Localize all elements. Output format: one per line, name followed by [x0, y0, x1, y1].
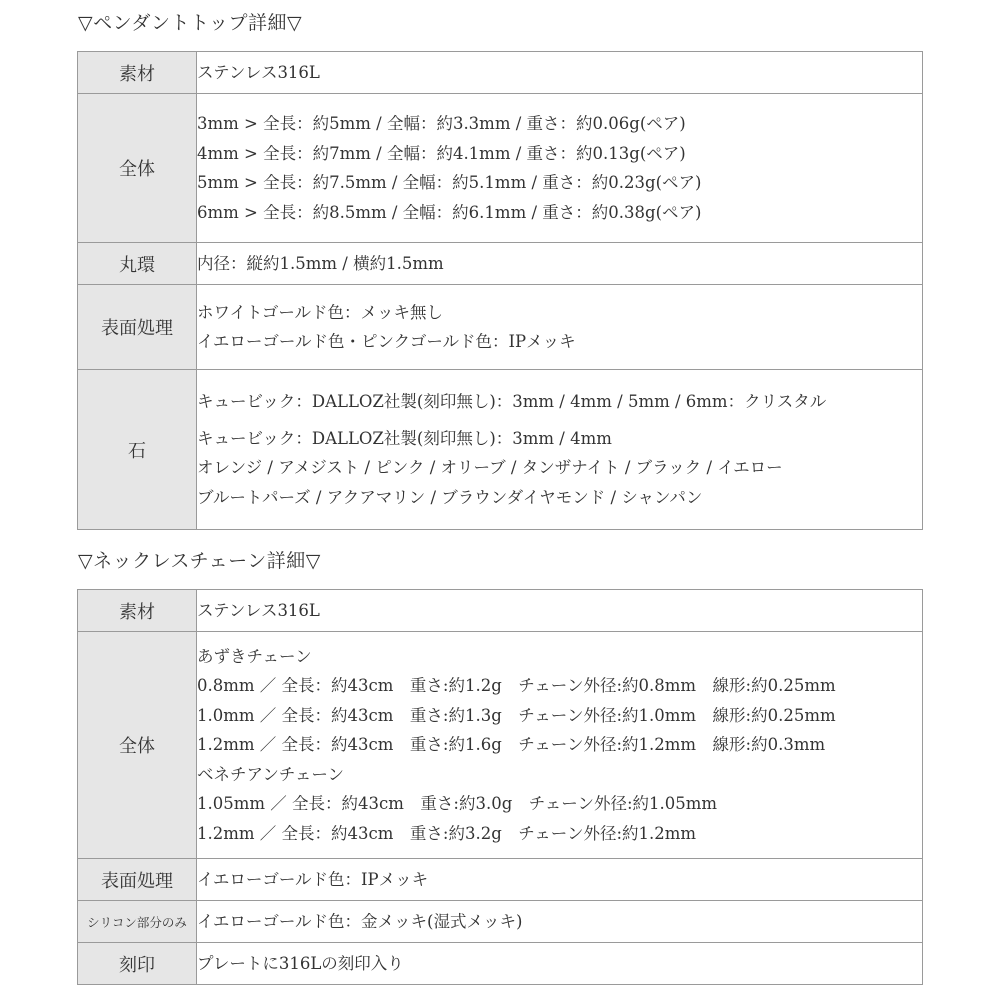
row-label: 表面処理 — [78, 285, 197, 370]
row-value — [197, 590, 923, 632]
row-label: 丸環 — [78, 243, 197, 285]
row-value — [197, 285, 923, 370]
spec-row-ring — [78, 243, 923, 285]
spec-row-stone — [78, 370, 923, 530]
value-line: ステンレス316L — [197, 62, 320, 82]
value-line: ブルートパーズ / アクアマリン / ブラウンダイヤモンド / シャンパン — [197, 487, 703, 507]
value-line: 1.2mm ／ 全長：約43cm 重さ:約3.2g チェーン外径:約1.2mm — [197, 823, 697, 843]
value-line: 1.05mm ／ 全長：約43cm 重さ:約3.0g チェーン外径:約1.05mm — [197, 794, 718, 814]
value-line: ホワイトゴールド色：メッキ無し — [197, 302, 444, 322]
value-line: 1.0mm ／ 全長：約43cm 重さ:約1.3g チェーン外径:約1.0mm 線形:約0.25mm — [197, 705, 836, 725]
line-gap — [197, 417, 922, 424]
row-value — [197, 52, 923, 94]
value-line: 内径：縦約1.5mm / 横約1.5mm — [197, 253, 444, 273]
row-value — [197, 632, 923, 859]
row-label: シリコン部分のみ — [78, 901, 197, 943]
necklace-spec-table — [77, 589, 923, 985]
spec-row-engraving — [78, 943, 923, 985]
spec-row-overall — [78, 94, 923, 243]
value-line: イエローゴールド色・ピンクゴールド色：IPメッキ — [197, 332, 576, 351]
value-line: キュービック：DALLOZ社製(刻印無し)：3mm / 4mm / 5mm / 6mm：クリスタル — [197, 392, 827, 411]
row-label: 石 — [78, 370, 197, 530]
value-line: オレンジ / アメジスト / ピンク / オリーブ / タンザナイト / ブラック / イエロー — [197, 458, 783, 477]
row-label: 表面処理 — [78, 859, 197, 901]
row-label: 素材 — [78, 590, 197, 632]
value-line: 4mm > 全長：約7mm / 全幅：約4.1mm / 重さ：約0.13g(ペア) — [197, 143, 686, 163]
row-value — [197, 370, 923, 530]
value-line: 1.2mm ／ 全長：約43cm 重さ:約1.6g チェーン外径:約1.2mm 線形:約0.3mm — [197, 735, 826, 755]
row-label: 全体 — [78, 94, 197, 243]
spec-row-material — [78, 590, 923, 632]
value-line: キュービック：DALLOZ社製(刻印無し)：3mm / 4mm — [197, 428, 612, 448]
row-label: 刻印 — [78, 943, 197, 985]
value-line: 0.8mm ／ 全長：約43cm 重さ:約1.2g チェーン外径:約0.8mm 線形:約0.25mm — [197, 676, 836, 696]
necklace-section-title: ▽ネックレスチェーン詳細▽ — [78, 550, 321, 572]
value-line: ステンレス316L — [197, 600, 320, 620]
value-line: イエローゴールド色：金メッキ(湿式メッキ) — [197, 911, 523, 931]
spec-row-overall — [78, 632, 923, 859]
row-value — [197, 943, 923, 985]
value-line: 3mm > 全長：約5mm / 全幅：約3.3mm / 重さ：約0.06g(ペア) — [197, 114, 686, 133]
value-line: プレートに316Lの刻印入り — [197, 953, 404, 973]
row-value — [197, 94, 923, 243]
row-value — [197, 243, 923, 285]
value-line: あずきチェーン — [197, 646, 312, 666]
spec-row-silicone-only — [78, 901, 923, 943]
value-line: 6mm > 全長：約8.5mm / 全幅：約6.1mm / 重さ：約0.38g(ペア) — [197, 202, 702, 222]
spec-row-surface-treatment — [78, 859, 923, 901]
row-label: 素材 — [78, 52, 197, 94]
value-line: 5mm > 全長：約7.5mm / 全幅：約5.1mm / 重さ：約0.23g(ペア) — [197, 173, 702, 192]
row-value — [197, 901, 923, 943]
row-value — [197, 859, 923, 901]
row-label: 全体 — [78, 632, 197, 859]
pendant-spec-table — [77, 51, 923, 530]
spec-row-surface-treatment — [78, 285, 923, 370]
value-line: イエローゴールド色：IPメッキ — [197, 869, 429, 889]
spec-row-material — [78, 52, 923, 94]
value-line: ベネチアンチェーン — [197, 764, 345, 784]
pendant-section-title: ▽ペンダントトップ詳細▽ — [78, 12, 303, 34]
